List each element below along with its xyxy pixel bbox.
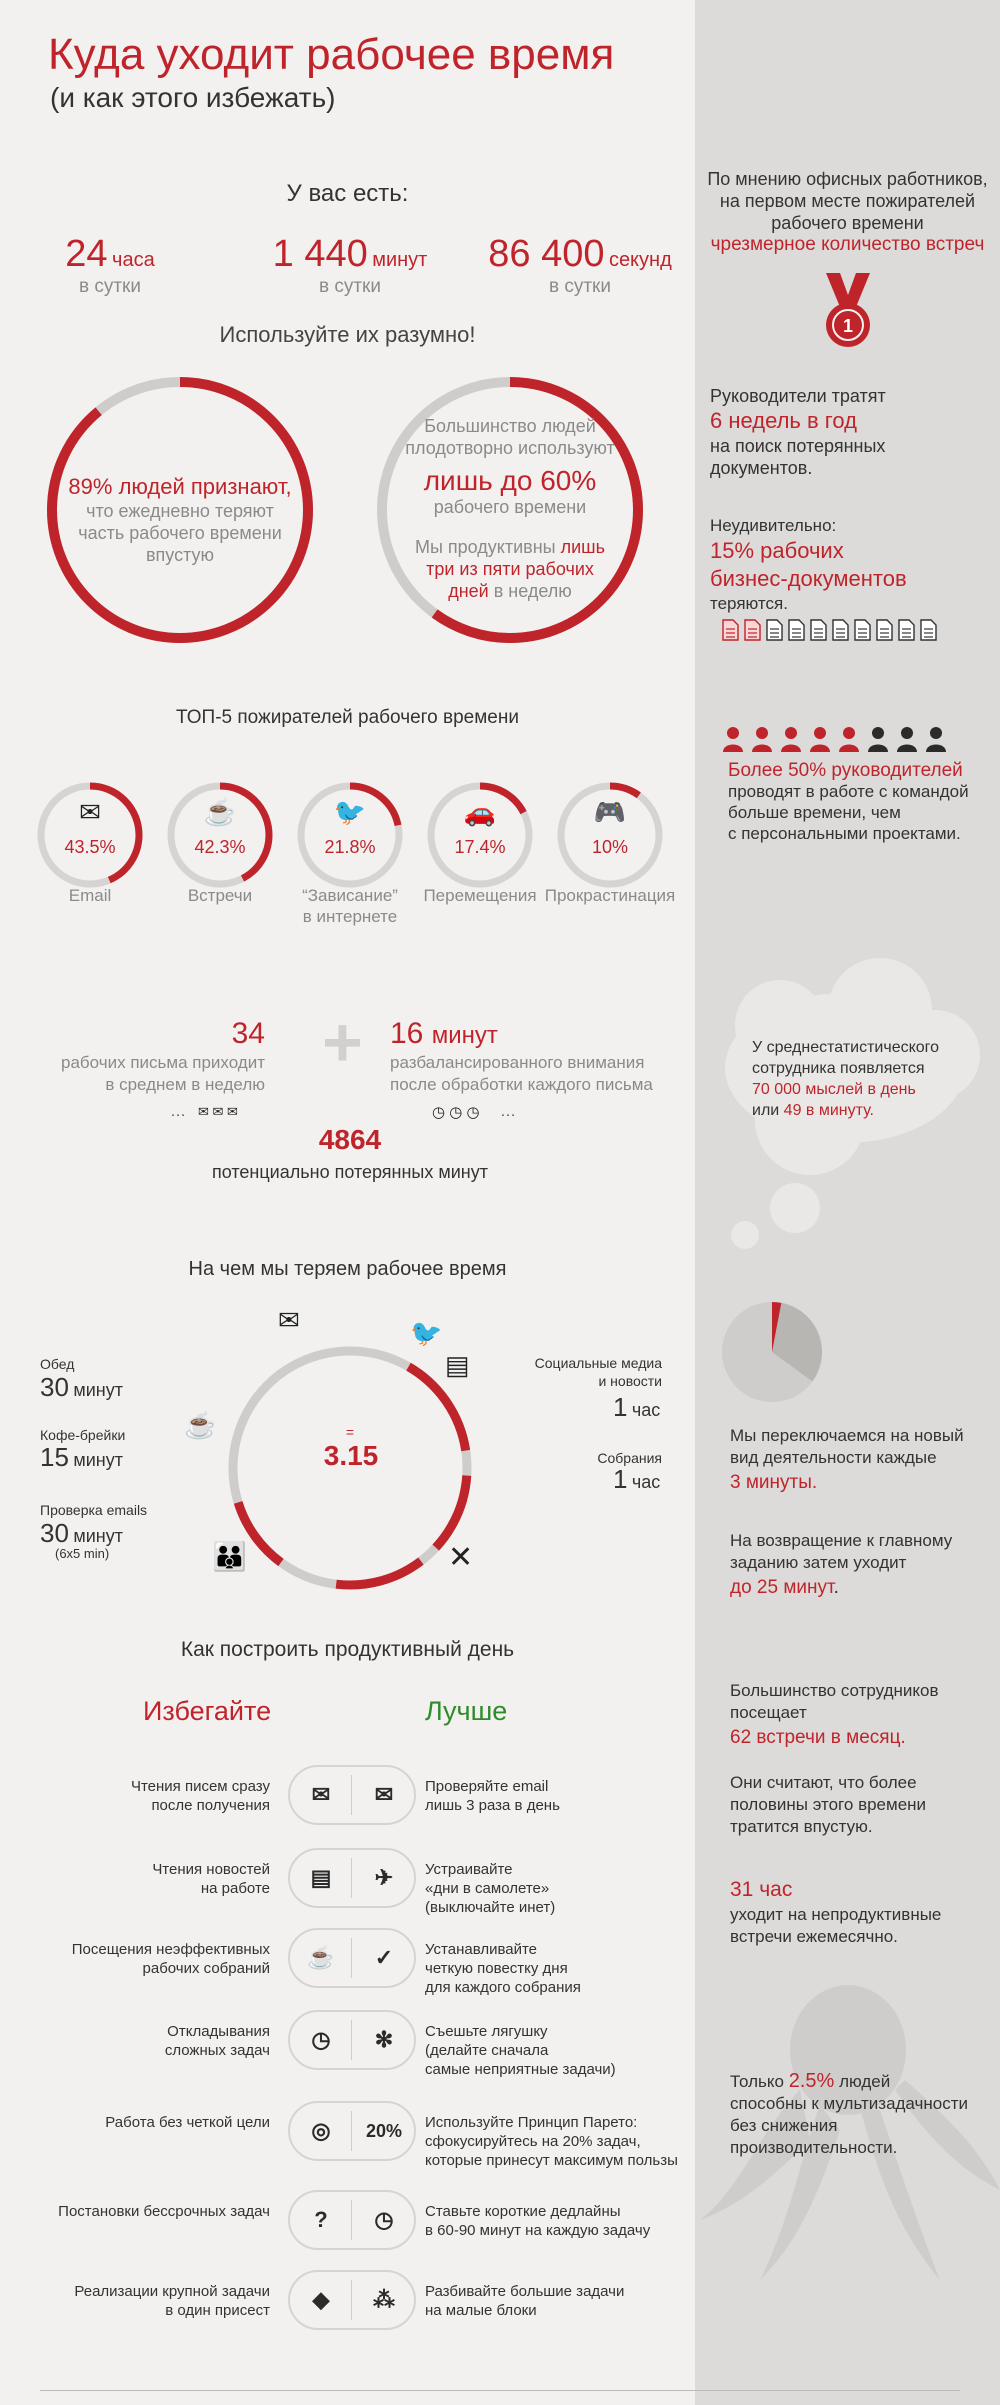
document-icon: [877, 620, 892, 640]
have-per: в сутки: [318, 276, 381, 297]
ring2-sub: рабочего времени: [433, 497, 587, 517]
avoid-item: [30, 2022, 270, 2060]
top5-label-line1: Перемещения: [423, 886, 537, 905]
emails-count: 34: [231, 1017, 265, 1050]
pill-divider: [351, 2111, 352, 2151]
better-item: [425, 2282, 695, 2320]
pill-divider: [351, 2200, 352, 2240]
ring2-bottom-red3: дней: [448, 581, 489, 601]
lunch-unit: минут: [73, 1380, 123, 1400]
have-item: [445, 233, 715, 298]
avoid-item-line: рабочих собраний: [142, 1960, 270, 1977]
better-item-line: Ставьте короткие дедлайны: [425, 2203, 621, 2220]
better-item: [425, 2202, 695, 2240]
document-icon: [899, 620, 914, 640]
total-lost-text: потенциально потерянных минут: [212, 1162, 488, 1182]
avoid-item-line: после получения: [151, 1797, 270, 1814]
ring1-line2: часть рабочего времени: [78, 523, 282, 543]
manager-red-icon: [781, 727, 801, 752]
sb-multi-text3: производительности.: [730, 2138, 898, 2157]
cube-icon: ◆: [312, 2287, 330, 2312]
sb-half-text3: тратится впустую.: [730, 1817, 873, 1836]
coffee-icon: ☕: [307, 1945, 335, 1970]
sb-team-text3: с персональными проектами.: [728, 824, 961, 843]
sb-switch-text1: Мы переключаемся на новый: [730, 1426, 964, 1445]
better-item: [425, 1940, 695, 1997]
sb-thoughts-or: или: [752, 1102, 780, 1119]
ring2-bottom-red2: три из пяти рабочих: [426, 559, 594, 579]
coffee-break-value: 15: [40, 1442, 69, 1472]
have-unit: минут: [372, 249, 428, 271]
sb-switch-text2: вид деятельности каждые: [730, 1448, 937, 1467]
sb-unsurprising: Неудивительно:: [710, 516, 837, 535]
better-item-line: для каждого собрания: [425, 1979, 581, 1996]
sb-hours-red: 31 час: [730, 1878, 793, 1901]
sb-hours-text1: уходит на непродуктивные: [730, 1905, 942, 1924]
avoid-item-line: Чтения новостей: [152, 1861, 270, 1878]
sb-switch-red: 3 минуты.: [730, 1472, 818, 1493]
have-value: 24: [65, 233, 108, 275]
envelope-icon: ✉: [278, 1305, 300, 1335]
sb-return-red: до 25 минут: [730, 1577, 834, 1598]
pill-divider: [351, 1858, 352, 1898]
emails-small-icons: ✉ ✉ ✉: [198, 1104, 238, 1119]
car-icon: 🚗: [463, 797, 497, 827]
avoid-item-line: в один присест: [165, 2302, 270, 2319]
advice-pill: [288, 2101, 416, 2161]
cloud-bubble-large: [770, 1183, 820, 1233]
twitter-bird-icon: 🐦: [333, 797, 367, 827]
have-value: 86 400: [488, 233, 605, 275]
advice-pill: [288, 1848, 416, 1908]
manager-red-icon: [752, 727, 772, 752]
clock-icon: ◷: [311, 2027, 331, 2052]
advice-pill: [288, 2270, 416, 2330]
minutes-text1: разбалансированного внимания: [390, 1053, 645, 1072]
sb-thoughts-red: 70 000 мыслей в день: [752, 1081, 916, 1098]
checkmark-icon: ✓: [374, 1945, 394, 1970]
envelope-icon: ✉: [311, 1782, 331, 1807]
better-item-line: Проверяйте email: [425, 1778, 549, 1795]
top5-percent: 42.3%: [194, 837, 246, 857]
switch-pie-chart: [720, 1300, 824, 1404]
better-item: [425, 2022, 695, 2079]
coffee-icon: ☕: [203, 797, 237, 827]
question-icon: ?: [314, 2207, 328, 2232]
ring1-line3: впустую: [145, 545, 215, 565]
better-item-line: которые принесут максимум пользы: [425, 2152, 678, 2169]
social-label1: Социальные медиа: [534, 1355, 662, 1371]
emails-text2: в среднем в неделю: [105, 1075, 265, 1094]
avoid-item-line: сложных задач: [164, 2042, 270, 2059]
sb-managers-text2: документов.: [710, 458, 813, 478]
manager-icon: [926, 727, 946, 752]
day-title: Как построить продуктивный день: [180, 1638, 515, 1661]
sb-meetings-intro2: на первом месте пожирателей: [719, 191, 976, 211]
sb-half-text1: Они считают, что более: [730, 1773, 917, 1792]
better-item: [425, 1860, 695, 1917]
sb-half-text2: половины этого времени: [730, 1795, 927, 1814]
footer-divider: [40, 2390, 960, 2391]
minutes-dots: …: [500, 1103, 516, 1120]
have-value: 1 440: [272, 233, 368, 275]
better-item-line: лишь 3 раза в день: [425, 1797, 560, 1814]
medal-number: 1: [842, 316, 854, 336]
blocks-icon: ⁂: [373, 2287, 395, 2312]
sb-multi-text2: без снижения: [730, 2116, 838, 2135]
documents-row: [722, 618, 962, 644]
better-item-line: Устраивайте: [425, 1861, 513, 1878]
better-item-line: (делайте сначала: [425, 2042, 549, 2059]
avoid-item-line: Работа без четкой цели: [105, 2114, 270, 2131]
document-lost-icon: [723, 620, 738, 640]
sb-meetings-red: чрезмерное количество встреч: [710, 234, 985, 255]
manager-icon: [868, 727, 888, 752]
document-icon: [789, 620, 804, 640]
ring2-top1: Большинство людей: [424, 416, 596, 436]
avoid-item: [30, 1777, 270, 1815]
top5-label-line1: Прокрастинация: [544, 886, 676, 905]
better-item-line: четкую повестку дня: [425, 1960, 568, 1977]
minutes-text2: после обработки каждого письма: [390, 1075, 653, 1094]
page-subtitle: (и как этого избежать): [50, 82, 336, 113]
sb-docs-text: теряются.: [710, 594, 788, 613]
sb-meetings-intro1: По мнению офисных работников,: [707, 169, 988, 189]
social-value: 1: [613, 1392, 628, 1422]
better-item-line: самые неприятные задачи): [425, 2061, 616, 2078]
medal-icon: [822, 273, 874, 353]
have-per: в сутки: [548, 276, 611, 297]
emails-check-label: Проверка emails: [40, 1502, 148, 1518]
meetings-unit: час: [631, 1472, 661, 1492]
clock-small-icons: ◷ ◷ ◷: [432, 1104, 480, 1121]
top5-label: [20, 885, 160, 906]
manager-red-icon: [810, 727, 830, 752]
top5-percent: 17.4%: [454, 837, 506, 857]
advice-pill: [288, 1928, 416, 1988]
sb-docs-red2: бизнес-документов: [710, 566, 907, 591]
emails-check-unit: минут: [73, 1526, 123, 1546]
top5-label-line2: в интернете: [302, 907, 398, 926]
sb-thoughts-red2: 49 в минуту.: [783, 1102, 874, 1119]
lose-center-mark: =: [345, 1424, 355, 1440]
avoid-item: [30, 2202, 270, 2221]
document-lost-icon: [745, 620, 760, 640]
ring2-bottom-red1: лишь: [560, 537, 606, 557]
top5-label-line1: Email: [68, 886, 112, 905]
emails-text1: рабочих письма приходит: [61, 1053, 265, 1072]
avoid-item: [30, 1940, 270, 1978]
newspaper-icon: ▤: [310, 1865, 332, 1890]
ring1-highlight: 89% людей признают,: [68, 474, 292, 499]
envelope-icon: ✉: [374, 1782, 394, 1807]
better-item-line: сфокусируйтесь на 20% задач,: [425, 2133, 641, 2150]
lunch-label: Обед: [40, 1356, 75, 1372]
document-icon: [921, 620, 936, 640]
top5-label-line1: Встречи: [187, 886, 253, 905]
people-icon: 👪: [212, 1541, 247, 1572]
social-unit: час: [631, 1400, 661, 1420]
sb-multi-text1: способны к мультизадачности: [730, 2094, 968, 2113]
ring2-highlight: лишь до 60%: [423, 465, 597, 496]
coffee-break-unit: минут: [73, 1450, 123, 1470]
fork-knife-icon: ✕: [448, 1541, 474, 1574]
sb-multi-red: 2.5%: [788, 2070, 835, 2092]
lose-center-value: 3.15: [323, 1440, 379, 1471]
avoid-item: [30, 2113, 270, 2132]
advice-pill: [288, 2190, 416, 2250]
document-icon: [767, 620, 782, 640]
meetings-label: Собрания: [597, 1450, 662, 1466]
avoid-item: [30, 2282, 270, 2320]
email-icon: ✉: [79, 797, 101, 827]
sb-attend-text1: Большинство сотрудников: [730, 1681, 939, 1700]
plus-sign: +: [322, 1003, 363, 1081]
better-item: [425, 2113, 695, 2170]
have-per: в сутки: [78, 276, 141, 297]
social-label2: и новости: [598, 1373, 662, 1389]
ring1-line1: что ежедневно теряют: [86, 501, 274, 521]
pill-divider: [351, 2020, 352, 2060]
top5-label-line1: “Зависание”: [302, 886, 398, 905]
better-item-line: Устанавливайте: [425, 1941, 538, 1958]
top5-label: [410, 885, 550, 906]
emails-dots: …: [170, 1103, 186, 1120]
better-item: [425, 1777, 695, 1815]
have-unit: секунд: [608, 249, 672, 271]
people-row: [722, 725, 962, 755]
better-item-line: (выключайте инет): [425, 1899, 556, 1916]
twitter-bird-icon: 🐦: [410, 1318, 443, 1348]
better-item-line: в 60-90 минут на каждую задачу: [425, 2222, 651, 2239]
avoid-item-line: на работе: [200, 1880, 270, 1897]
avoid-item-line: Постановки бессрочных задач: [58, 2203, 270, 2220]
ring2-bottom-suffix: в неделю: [493, 581, 572, 601]
sb-managers-red: 6 недель в год: [710, 408, 857, 433]
advice-pill: [288, 1765, 416, 1825]
total-lost: 4864: [318, 1124, 382, 1155]
sb-meetings-intro3: рабочего времени: [771, 213, 924, 233]
sb-docs-red1: 15% рабочих: [710, 538, 844, 563]
sb-team-text2: больше времени, чем: [728, 803, 901, 822]
have-unit: часа: [112, 249, 155, 271]
manager-icon: [897, 727, 917, 752]
sb-attend-text2: посещает: [730, 1703, 807, 1722]
avoid-item-line: Реализации крупной задачи: [74, 2283, 270, 2300]
wisely-text: Используйте их разумно!: [219, 322, 476, 347]
advice-pill: [288, 2010, 416, 2070]
medal-ribbon: [826, 273, 870, 307]
manager-red-icon: [839, 727, 859, 752]
airplane-icon: ✈: [374, 1865, 394, 1890]
cloud-bubble-small: [731, 1221, 759, 1249]
sb-thoughts-intro2: сотрудника появляется: [752, 1060, 925, 1077]
top5-label: [150, 885, 290, 906]
page-title: Куда уходит рабочее время: [48, 30, 615, 79]
gamepad-icon: 🎮: [593, 797, 627, 827]
emails-check-value: 30: [40, 1518, 69, 1548]
lunch-value: 30: [40, 1372, 69, 1402]
top5-percent: 10%: [591, 837, 629, 857]
sb-return-dot: .: [833, 1577, 839, 1598]
avoid-heading: Избегайте: [143, 1696, 272, 1726]
manager-red-icon: [723, 727, 743, 752]
lose-title: На чем мы теряем рабочее время: [188, 1258, 507, 1280]
ring2-bottom-prefix: Мы продуктивны: [414, 537, 556, 557]
sb-team-text1: проводят в работе с командой: [728, 782, 969, 801]
better-item-line: Разбивайте большие задачи: [425, 2283, 625, 2300]
newspaper-icon: ▤: [445, 1350, 470, 1380]
top5-title: ТОП-5 пожирателей рабочего времени: [176, 707, 519, 728]
avoid-item-line: Посещения неэффективных: [71, 1941, 270, 1958]
sb-attend-red: 62 встречи в месяц.: [730, 1727, 906, 1748]
ring2-top2: плодотворно используют: [405, 438, 615, 458]
sb-multi-suffix: людей: [839, 2072, 891, 2091]
better-item-line: на малые блоки: [425, 2302, 537, 2319]
top5-percent: 21.8%: [324, 837, 376, 857]
avoid-item-line: Откладывания: [167, 2023, 270, 2040]
sb-multi-prefix: Только: [730, 2072, 784, 2091]
sb-hours-text2: встречи ежемесячно.: [730, 1927, 898, 1946]
top5-percent: 43.5%: [64, 837, 116, 857]
minutes-unit: минут: [431, 1022, 498, 1049]
sb-return-text1: На возвращение к главному: [730, 1531, 953, 1550]
clock-icon: ◷: [374, 2207, 394, 2232]
avoid-item: [30, 1860, 270, 1898]
coffee-icon: ☕: [184, 1410, 217, 1440]
pill-divider: [351, 1775, 352, 1815]
sb-thoughts-intro1: У среднестатистического: [752, 1039, 940, 1056]
top5-label: [540, 885, 680, 906]
percent-text: 20%: [365, 2121, 403, 2141]
top5-label: [280, 885, 420, 927]
have-item: [15, 233, 205, 298]
better-item-line: Используйте Принцип Парето:: [425, 2114, 638, 2131]
minutes-value: 16: [390, 1017, 424, 1050]
better-item-line: Съешьте лягушку: [425, 2023, 548, 2040]
emails-check-note: (6x5 min): [55, 1546, 110, 1561]
have-item-line: [445, 233, 715, 276]
have-title: У вас есть:: [286, 180, 409, 207]
sb-managers-text1: на поиск потерянных: [710, 436, 886, 456]
better-item-line: «дни в самолете»: [425, 1880, 550, 1897]
pill-divider: [351, 1938, 352, 1978]
document-icon: [855, 620, 870, 640]
sb-return-text2: заданию затем уходит: [730, 1553, 907, 1572]
document-icon: [811, 620, 826, 640]
target-icon: ◎: [311, 2118, 331, 2143]
have-item-line: [15, 233, 205, 276]
frog-icon: ✻: [374, 2027, 394, 2052]
better-heading: Лучше: [425, 1696, 508, 1726]
sb-managers: Руководители тратят: [710, 386, 886, 406]
coffee-break-label: Кофе-брейки: [40, 1427, 126, 1443]
pill-divider: [351, 2280, 352, 2320]
document-icon: [833, 620, 848, 640]
meetings-value: 1: [613, 1464, 628, 1494]
sb-team-red: Более 50% руководителей: [728, 760, 963, 781]
avoid-item-line: Чтения писем сразу: [130, 1778, 270, 1795]
